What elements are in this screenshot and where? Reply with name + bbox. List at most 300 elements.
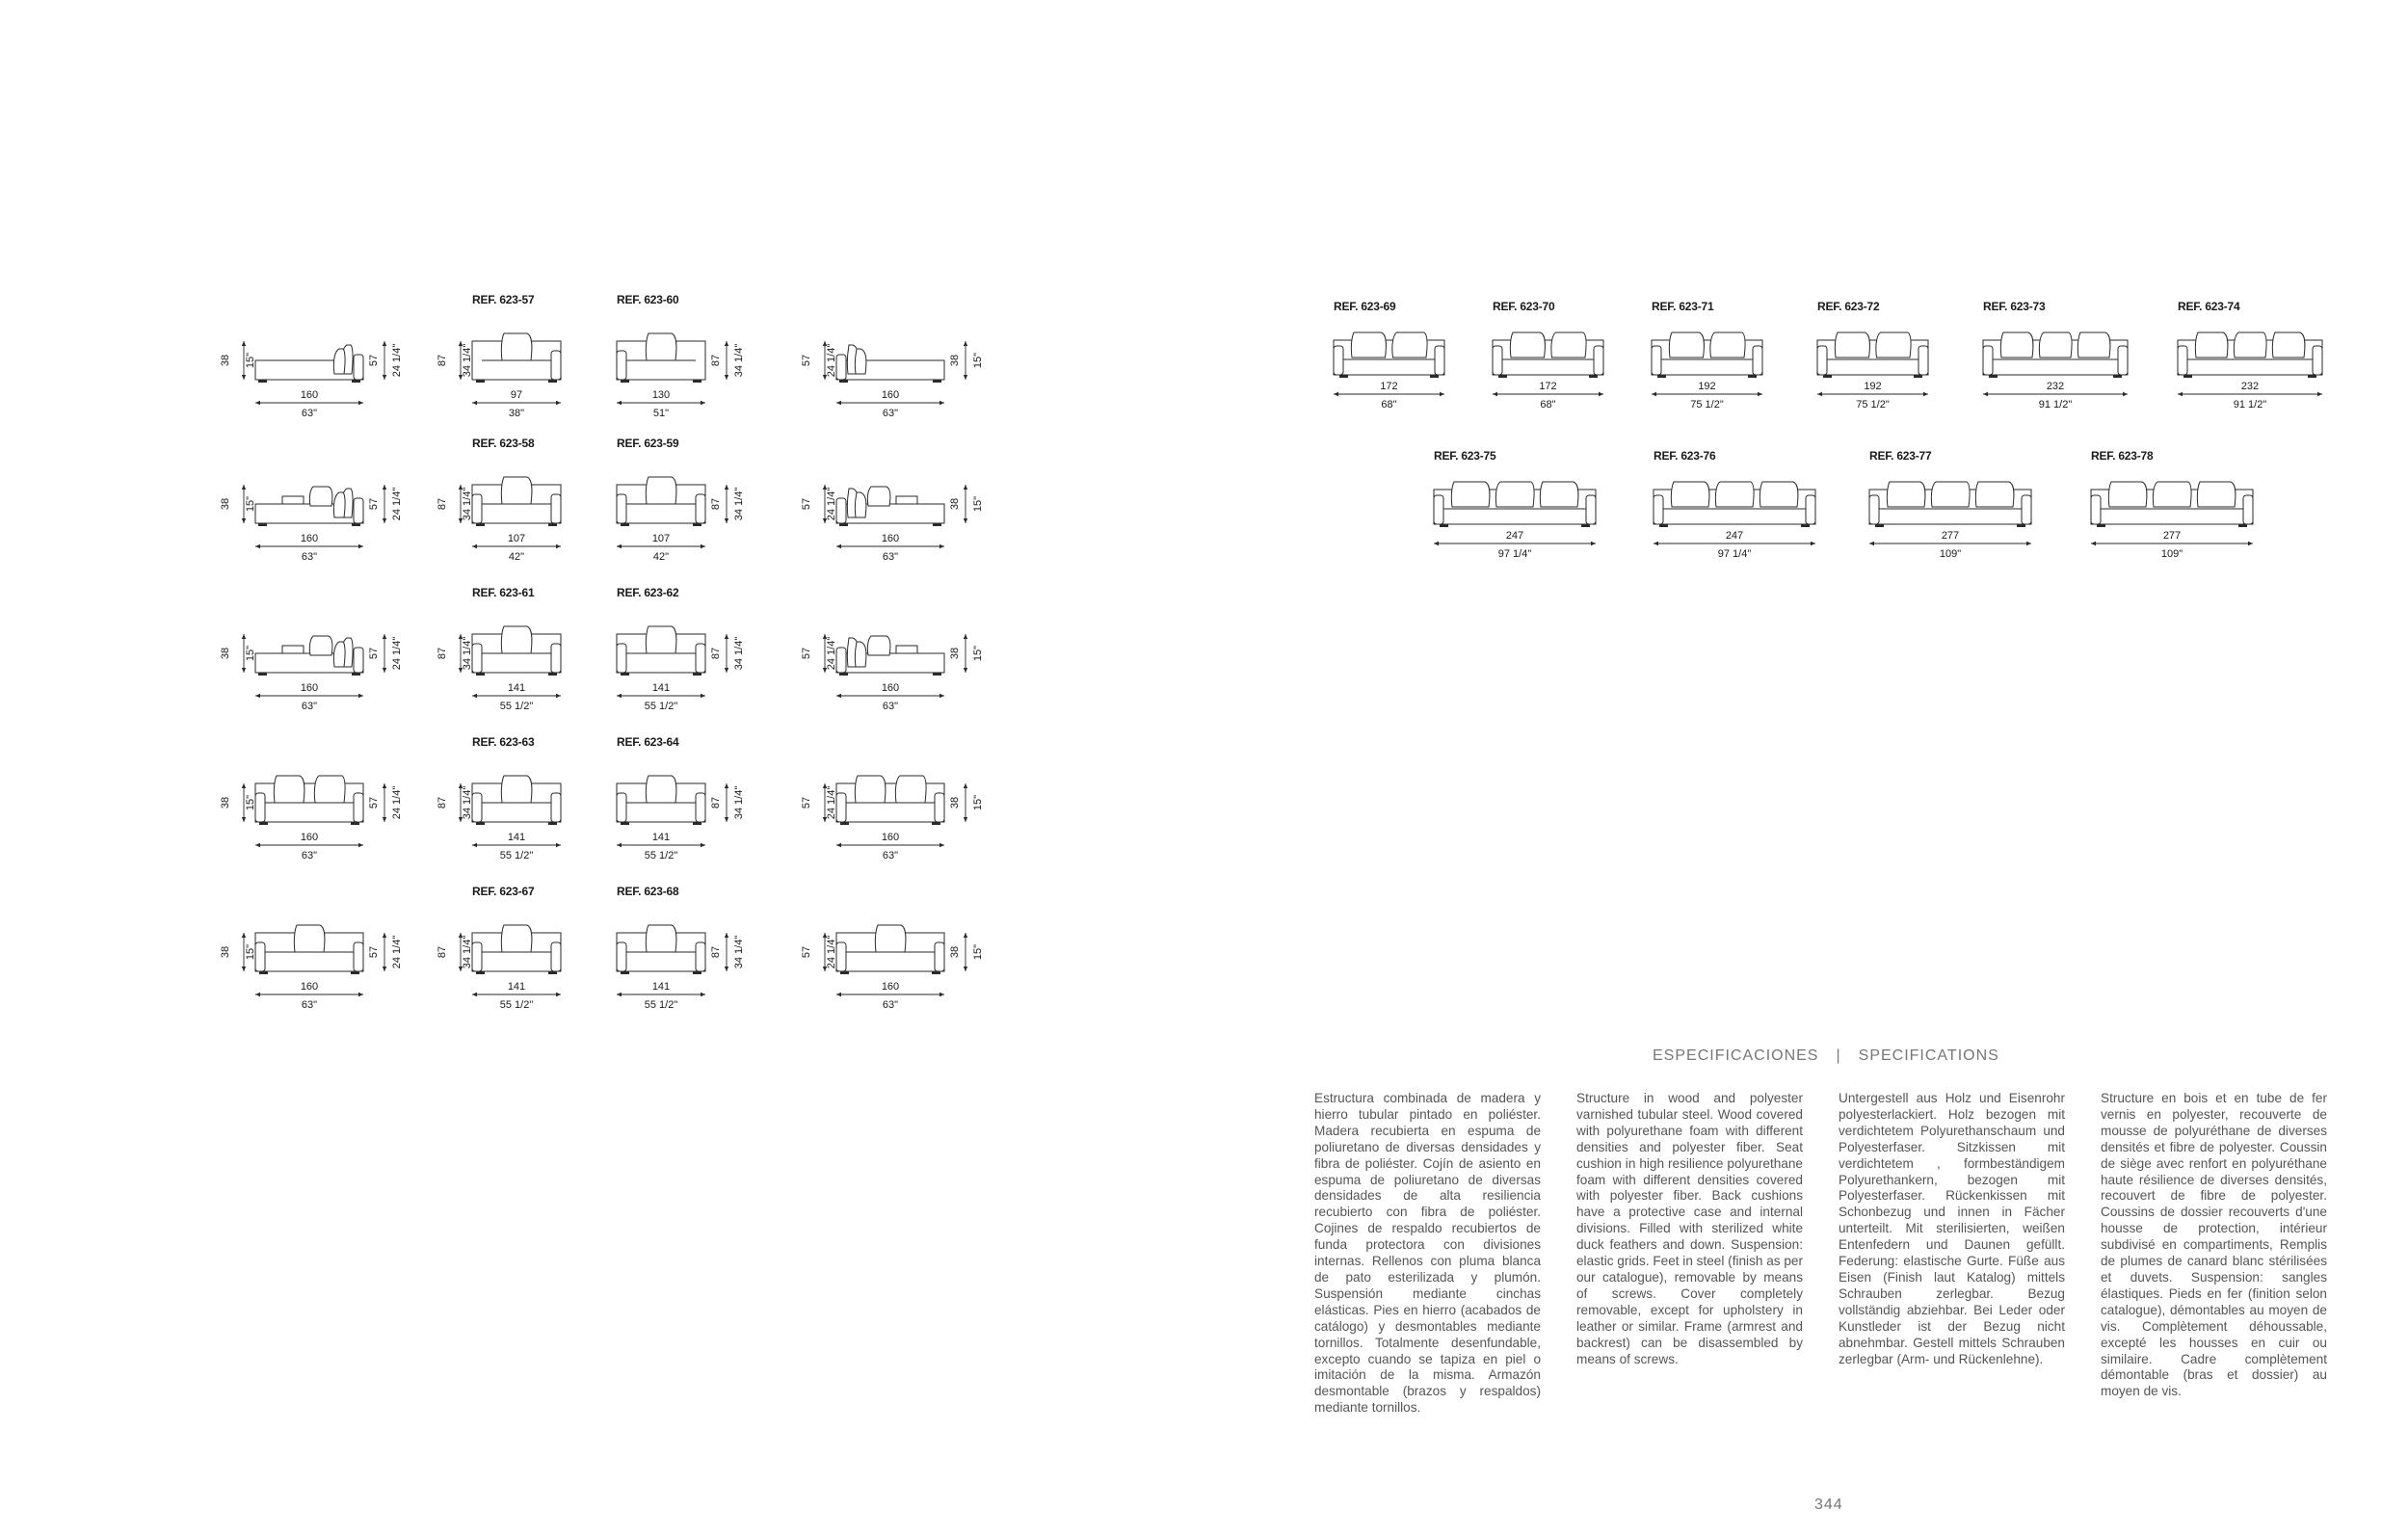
- width-cm-label: 172: [1539, 381, 1557, 392]
- height-cm-label: 57: [801, 796, 812, 809]
- width-in-label: 75 1/2": [1690, 399, 1724, 411]
- foot-shape: [1659, 524, 1668, 527]
- foot-shape: [1498, 375, 1507, 378]
- width-in-label: 97 1/4": [1497, 548, 1532, 560]
- module-unit: [569, 887, 763, 1021]
- foot-shape: [352, 380, 360, 383]
- armrest-shape: [1869, 495, 1879, 524]
- height-cm-label: 57: [368, 647, 380, 660]
- cushion-shape: [1510, 332, 1545, 358]
- armrest-shape: [2313, 346, 2322, 375]
- cushion-shape: [501, 925, 532, 952]
- armrest-shape: [2091, 495, 2101, 524]
- foot-shape: [1875, 524, 1884, 527]
- module-drawing: [788, 588, 1002, 723]
- cushion-shape: [2153, 482, 2191, 507]
- cushion-shape: [1876, 332, 1911, 358]
- module-drawing: [569, 887, 763, 1021]
- height-in-label: 24 1/4": [826, 487, 837, 521]
- cushion-shape: [309, 636, 332, 655]
- armrest-shape: [472, 644, 482, 673]
- module-ref-label: REF. 623-67: [472, 885, 535, 898]
- cushion-shape: [1669, 332, 1704, 358]
- cushion-shape: [2077, 332, 2110, 358]
- sofa-drawing: [1979, 300, 2162, 435]
- height-cm-label: 87: [710, 796, 722, 809]
- armrest-shape: [2178, 346, 2187, 375]
- module-unit: [569, 438, 763, 573]
- width-in-label: 55 1/2": [499, 999, 534, 1011]
- height-cm-label: 57: [801, 497, 812, 511]
- sofa-body-shape: [1493, 340, 1603, 375]
- width-cm-label: 160: [881, 832, 900, 843]
- cushion-shape: [1540, 482, 1578, 507]
- height-cm-label: 87: [437, 497, 448, 511]
- foot-shape: [351, 971, 359, 974]
- width-cm-label: 107: [651, 533, 671, 544]
- armrest-shape: [2022, 495, 2031, 524]
- cushion-shape: [333, 349, 345, 374]
- sofa-body-shape: [1652, 340, 1762, 375]
- width-cm-label: 192: [1698, 381, 1716, 392]
- cushion-shape: [1392, 332, 1427, 358]
- spec-text-french: Structure en bois et en tube de fer vernis en polyester, recouverte de mousse de polyuréthane de diverses densités et fibre de polyester. Coussin de siège avec renfort en polyuréthane haute résilience de diverses densités, recouvert de fibre de polyester. Coussins de dossier recouverts d'une housse de protection, intérieur subdivisé en compartiments, Remplis de plumes de canard blanc stérilisées et duvets. Suspension: sangles élastiques. Pieds en fer (finition selon catalogue), démontables au moyen de vis. Complètement déhoussable, excepté les housses en cuir ou similaire. Cadre complètement démontable (bras et dossier) au moyen de vis.: [2101, 1091, 2327, 1399]
- height-cm-label: 38: [949, 796, 961, 809]
- foot-shape: [693, 673, 701, 676]
- height-in-label: 34 1/4": [462, 343, 473, 378]
- height-in-label: 34 1/4": [733, 636, 745, 671]
- module-drawing: [788, 887, 1002, 1021]
- width-in-label: 109": [2160, 548, 2183, 560]
- armrest-shape: [551, 494, 561, 523]
- module-ref-label: REF. 623-58: [472, 437, 535, 450]
- height-in-label: 24 1/4": [391, 636, 403, 671]
- width-cm-label: 130: [651, 389, 671, 401]
- sofa-drawing: [1330, 300, 1479, 435]
- foot-shape: [840, 822, 849, 825]
- module-ref-label: REF. 623-57: [472, 293, 535, 306]
- cushion-shape: [855, 642, 866, 667]
- width-cm-label: 160: [300, 832, 319, 843]
- module-drawing: [569, 588, 763, 723]
- module-drawing: [788, 295, 1002, 430]
- cushion-shape: [1975, 482, 2014, 507]
- width-in-label: 63": [882, 999, 899, 1011]
- height-in-label: 24 1/4": [391, 785, 403, 820]
- width-cm-label: 192: [1864, 381, 1882, 392]
- cushion-shape: [895, 776, 926, 803]
- height-cm-label: 57: [368, 497, 380, 511]
- width-in-label: 42": [652, 551, 670, 563]
- height-in-label: 34 1/4": [733, 343, 745, 378]
- module-drawing: [207, 438, 421, 573]
- width-cm-label: 172: [1380, 381, 1398, 392]
- foot-shape: [1657, 375, 1666, 378]
- height-cm-label: 87: [710, 497, 722, 511]
- foot-shape: [2017, 524, 2025, 527]
- width-in-label: 68": [1381, 399, 1397, 411]
- cushion-shape: [1495, 482, 1534, 507]
- module-drawing: [788, 737, 1002, 872]
- width-in-label: 42": [508, 551, 525, 563]
- armrest-shape: [551, 793, 561, 822]
- armrest-shape: [255, 793, 265, 822]
- height-cm-label: 87: [437, 945, 448, 959]
- cushion-shape: [2000, 332, 2033, 358]
- foot-shape: [840, 971, 849, 974]
- cushion-shape: [867, 487, 890, 506]
- armrest-shape: [696, 644, 705, 673]
- armrest-shape: [836, 498, 846, 523]
- foot-shape: [839, 673, 848, 676]
- width-in-label: 55 1/2": [644, 999, 678, 1011]
- module-ref-label: REF. 623-69: [1334, 300, 1396, 313]
- width-cm-label: 232: [2240, 381, 2260, 392]
- foot-shape: [2308, 375, 2316, 378]
- module-ref-label: REF. 623-70: [1493, 300, 1555, 313]
- foot-shape: [548, 822, 557, 825]
- foot-shape: [2183, 375, 2192, 378]
- height-cm-label: 38: [220, 647, 231, 660]
- height-in-label: 34 1/4": [462, 785, 473, 820]
- width-in-label: 68": [1540, 399, 1556, 411]
- sofa-drawing: [1813, 300, 1963, 435]
- width-cm-label: 141: [651, 832, 671, 843]
- height-cm-label: 38: [220, 945, 231, 959]
- sofa-drawing: [2174, 300, 2357, 435]
- module-drawing: [788, 438, 1002, 573]
- width-in-label: 63": [882, 551, 899, 563]
- width-cm-label: 160: [300, 389, 319, 401]
- spec-title-en: SPECIFICATIONS: [1858, 1047, 1999, 1064]
- cushion-shape: [1551, 332, 1586, 358]
- armrest-shape: [472, 793, 482, 822]
- height-in-label: 15": [972, 645, 984, 662]
- cushion-shape: [1451, 482, 1490, 507]
- sofa-module-unit: [2087, 449, 2288, 584]
- foot-shape: [621, 673, 629, 676]
- spec-text-german: Untergestell aus Holz und Eisenrohr polyesterlackiert. Holz bezogen mit verdichtetem Polyurethanschaum und Polyesterfaser. Sitzkissen mit verdichtetem , formbeständigem Polyurethankern, bezogen mit Polyesterfaser. Rückenkissen mit Schonbezug und innen in Fächer unterteilt. Mit sterilisierten, weißen Entenfedern und Daunen gefüllt. Federung: elastische Gurte. Füße aus Eisen (Finish laut Katalog) mittels Schrauben zerlegbar. Bezug vollständig abziehbar. Bei Leder oder Kunstleder ist der Bezug nicht abnehmbar. Gestell mittels Schrauben zerlegbar (Arm- und Rückenlehne).: [1839, 1091, 2065, 1366]
- module-ref-label: REF. 623-73: [1983, 300, 2046, 313]
- width-cm-label: 232: [2046, 381, 2065, 392]
- armrest-shape: [472, 494, 482, 523]
- height-cm-label: 38: [949, 354, 961, 367]
- cushion-shape: [2197, 482, 2236, 507]
- module-ref-label: REF. 623-77: [1869, 449, 1932, 463]
- height-cm-label: 57: [801, 354, 812, 367]
- armrest-shape: [551, 644, 561, 673]
- height-in-label: 34 1/4": [462, 636, 473, 671]
- module-ref-label: REF. 623-68: [617, 885, 679, 898]
- width-in-label: 51": [652, 408, 670, 419]
- width-in-label: 63": [882, 701, 899, 712]
- armrest-shape: [696, 494, 705, 523]
- foot-shape: [1989, 375, 1998, 378]
- foot-shape: [476, 673, 485, 676]
- foot-shape: [352, 523, 360, 526]
- cushion-shape: [2039, 332, 2072, 358]
- armrest-shape: [354, 648, 363, 673]
- armrest-shape: [354, 355, 363, 380]
- cushion-shape: [646, 776, 676, 803]
- sofa-drawing: [1430, 449, 1630, 584]
- width-in-label: 55 1/2": [644, 701, 678, 712]
- armrest-shape: [2243, 495, 2253, 524]
- module-ref-label: REF. 623-75: [1434, 449, 1496, 463]
- armrest-shape: [617, 494, 626, 523]
- height-cm-label: 57: [368, 945, 380, 959]
- module-unit: [207, 887, 421, 1021]
- foot-shape: [259, 971, 268, 974]
- foot-shape: [1339, 375, 1348, 378]
- cushion-shape: [855, 776, 886, 803]
- width-cm-label: 160: [300, 682, 319, 694]
- module-unit: [788, 737, 1002, 872]
- module-unit: [207, 588, 421, 723]
- cushion-shape: [314, 776, 345, 803]
- foot-shape: [548, 380, 557, 383]
- width-cm-label: 141: [507, 981, 526, 993]
- width-cm-label: 160: [881, 981, 900, 993]
- module-unit: [569, 737, 763, 872]
- cushion-shape: [501, 776, 532, 803]
- width-in-label: 63": [301, 701, 318, 712]
- module-unit: [788, 438, 1002, 573]
- cushion-shape: [2108, 482, 2147, 507]
- armrest-shape: [1654, 495, 1663, 524]
- spec-column-spanish: [1314, 1091, 1541, 1417]
- width-cm-label: 97: [510, 389, 523, 401]
- height-in-label: 24 1/4": [391, 935, 403, 969]
- foot-shape: [1430, 375, 1439, 378]
- spec-text-spanish: Estructura combinada de madera y hierro tubular pintado en poliéster. Madera recubierta en espuma de poliuretano de diversas densidades y fibra de poliéster. Cojín de asiento en espuma de poliuretano de diversas densidades de alta resiliencia recubierto con fibra de poliéster. Cojines de respaldo recubiertos de funda protectora con divisiones internas. Rellenos con pluma blanca de pato esterilizada y plumón. Suspensión mediante cinchas elásticas. Pies en hierro (acabados de catálogo) y desmontables mediante tornillos. Totalmente desenfundable, excepto cuando se tapiza en piel o imitación de la misma. Armazón desmontable (brazos y respaldos) mediante tornillos.: [1314, 1091, 1541, 1416]
- foot-shape: [2097, 524, 2105, 527]
- module-unit: [207, 438, 421, 573]
- cushion-shape: [1710, 332, 1745, 358]
- foot-shape: [352, 673, 360, 676]
- module-unit: [788, 887, 1002, 1021]
- module-ref-label: REF. 623-78: [2091, 449, 2154, 463]
- sofa-module-unit: [1430, 449, 1630, 584]
- armrest-shape: [1586, 495, 1596, 524]
- foot-shape: [258, 523, 267, 526]
- armrest-shape: [551, 942, 561, 971]
- height-cm-label: 87: [710, 945, 722, 959]
- armrest-shape: [354, 498, 363, 523]
- foot-shape: [933, 673, 941, 676]
- sofa-drawing: [1648, 300, 1797, 435]
- spec-column-german: [1839, 1091, 2065, 1367]
- foot-shape: [621, 822, 629, 825]
- module-ref-label: REF. 623-59: [617, 437, 679, 450]
- height-in-label: 15": [245, 794, 256, 811]
- foot-shape: [548, 673, 557, 676]
- foot-shape: [476, 822, 485, 825]
- sofa-drawing: [1650, 449, 1850, 584]
- width-cm-label: 141: [651, 981, 671, 993]
- spec-column-english: [1576, 1091, 1803, 1367]
- sofa-module-unit: [2174, 300, 2357, 435]
- height-cm-label: 87: [710, 354, 722, 367]
- sofa-drawing: [1866, 449, 2066, 584]
- module-unit: [569, 295, 763, 430]
- height-in-label: 15": [245, 495, 256, 513]
- width-cm-label: 247: [1725, 530, 1744, 542]
- armrest-shape: [696, 942, 705, 971]
- cushion-shape: [855, 492, 866, 517]
- foot-shape: [621, 971, 629, 974]
- module-unit: [788, 588, 1002, 723]
- width-in-label: 63": [301, 408, 318, 419]
- cushion-shape: [646, 626, 676, 653]
- width-cm-label: 277: [1941, 530, 1960, 542]
- armrest-shape: [1435, 346, 1444, 375]
- height-in-label: 24 1/4": [391, 487, 403, 521]
- foot-shape: [693, 380, 701, 383]
- height-in-label: 24 1/4": [826, 343, 837, 378]
- cushion-shape: [333, 492, 345, 517]
- armrest-shape: [1594, 346, 1603, 375]
- module-ref-label: REF. 623-60: [617, 293, 679, 306]
- height-in-label: 15": [245, 943, 256, 961]
- width-cm-label: 160: [881, 389, 900, 401]
- foot-shape: [933, 380, 941, 383]
- armrest-shape: [2118, 346, 2128, 375]
- height-in-label: 15": [972, 352, 984, 369]
- foot-shape: [258, 673, 267, 676]
- foot-shape: [693, 523, 701, 526]
- cushion-shape: [501, 626, 532, 653]
- height-cm-label: 38: [949, 945, 961, 959]
- armrest-shape: [617, 351, 626, 380]
- sofa-body-shape: [1334, 340, 1444, 375]
- cushion-shape: [333, 642, 345, 667]
- foot-shape: [621, 523, 629, 526]
- module-unit: [207, 737, 421, 872]
- height-cm-label: 38: [220, 354, 231, 367]
- cushion-shape: [1887, 482, 1925, 507]
- width-in-label: 109": [1939, 548, 1962, 560]
- width-in-label: 91 1/2": [2233, 399, 2267, 411]
- foot-shape: [259, 822, 268, 825]
- width-cm-label: 141: [651, 682, 671, 694]
- foot-shape: [932, 971, 940, 974]
- back-panel: [282, 496, 304, 504]
- cushion-shape: [646, 333, 676, 360]
- module-ref-label: REF. 623-72: [1817, 300, 1880, 313]
- width-in-label: 75 1/2": [1856, 399, 1890, 411]
- armrest-shape: [1493, 346, 1502, 375]
- sofa-module-unit: [1648, 300, 1797, 435]
- foot-shape: [351, 822, 359, 825]
- foot-shape: [1801, 524, 1810, 527]
- width-cm-label: 141: [507, 682, 526, 694]
- cushion-shape: [2272, 332, 2305, 358]
- foot-shape: [933, 523, 941, 526]
- foot-shape: [839, 523, 848, 526]
- cushion-shape: [309, 487, 332, 506]
- cushion-shape: [646, 925, 676, 952]
- armrest-shape: [836, 648, 846, 673]
- foot-shape: [1581, 524, 1590, 527]
- width-in-label: 55 1/2": [499, 701, 534, 712]
- width-cm-label: 160: [300, 533, 319, 544]
- module-ref-label: REF. 623-62: [617, 586, 679, 599]
- cushion-shape: [274, 776, 304, 803]
- armrest-shape: [935, 793, 944, 822]
- module-drawing: [207, 887, 421, 1021]
- height-cm-label: 38: [220, 497, 231, 511]
- sofa-module-unit: [1489, 300, 1638, 435]
- width-in-label: 55 1/2": [499, 850, 534, 861]
- foot-shape: [476, 523, 485, 526]
- sofa-module-unit: [1979, 300, 2162, 435]
- width-in-label: 55 1/2": [644, 850, 678, 861]
- width-in-label: 38": [508, 408, 525, 419]
- page-number: 344: [1814, 1497, 1843, 1513]
- height-in-label: 24 1/4": [826, 935, 837, 969]
- armrest-shape: [617, 942, 626, 971]
- sofa-module-unit: [1866, 449, 2066, 584]
- module-unit: [569, 588, 763, 723]
- back-panel: [896, 496, 917, 504]
- armrest-shape: [696, 793, 705, 822]
- foot-shape: [621, 380, 629, 383]
- foot-shape: [258, 380, 267, 383]
- width-in-label: 63": [301, 551, 318, 563]
- height-cm-label: 87: [710, 647, 722, 660]
- height-in-label: 34 1/4": [733, 935, 745, 969]
- height-cm-label: 87: [437, 354, 448, 367]
- foot-shape: [2238, 524, 2247, 527]
- height-cm-label: 57: [801, 647, 812, 660]
- module-ref-label: REF. 623-61: [472, 586, 535, 599]
- armrest-shape: [1918, 346, 1928, 375]
- width-in-label: 63": [301, 850, 318, 861]
- module-unit: [207, 295, 421, 430]
- armrest-shape: [354, 942, 363, 971]
- armrest-shape: [617, 644, 626, 673]
- height-in-label: 24 1/4": [826, 785, 837, 820]
- height-cm-label: 38: [949, 497, 961, 511]
- cushion-shape: [2234, 332, 2266, 358]
- height-in-label: 15": [972, 794, 984, 811]
- height-in-label: 15": [245, 352, 256, 369]
- foot-shape: [693, 822, 701, 825]
- module-drawing: [207, 295, 421, 430]
- sofa-drawing: [2087, 449, 2288, 584]
- armrest-shape: [836, 942, 846, 971]
- width-cm-label: 160: [300, 981, 319, 993]
- cushion-shape: [1351, 332, 1386, 358]
- armrest-shape: [1652, 346, 1661, 375]
- spec-column-french: [2101, 1091, 2327, 1400]
- foot-shape: [548, 971, 557, 974]
- foot-shape: [932, 822, 940, 825]
- module-drawing: [569, 295, 763, 430]
- foot-shape: [1823, 375, 1832, 378]
- module-drawing: [207, 737, 421, 872]
- width-in-label: 63": [301, 999, 318, 1011]
- width-in-label: 63": [882, 850, 899, 861]
- foot-shape: [2113, 375, 2122, 378]
- module-drawing: [569, 737, 763, 872]
- height-in-label: 34 1/4": [733, 487, 745, 521]
- sofa-body-shape: [1817, 340, 1928, 375]
- armrest-shape: [836, 793, 846, 822]
- armrest-shape: [551, 351, 561, 380]
- back-panel: [282, 646, 304, 653]
